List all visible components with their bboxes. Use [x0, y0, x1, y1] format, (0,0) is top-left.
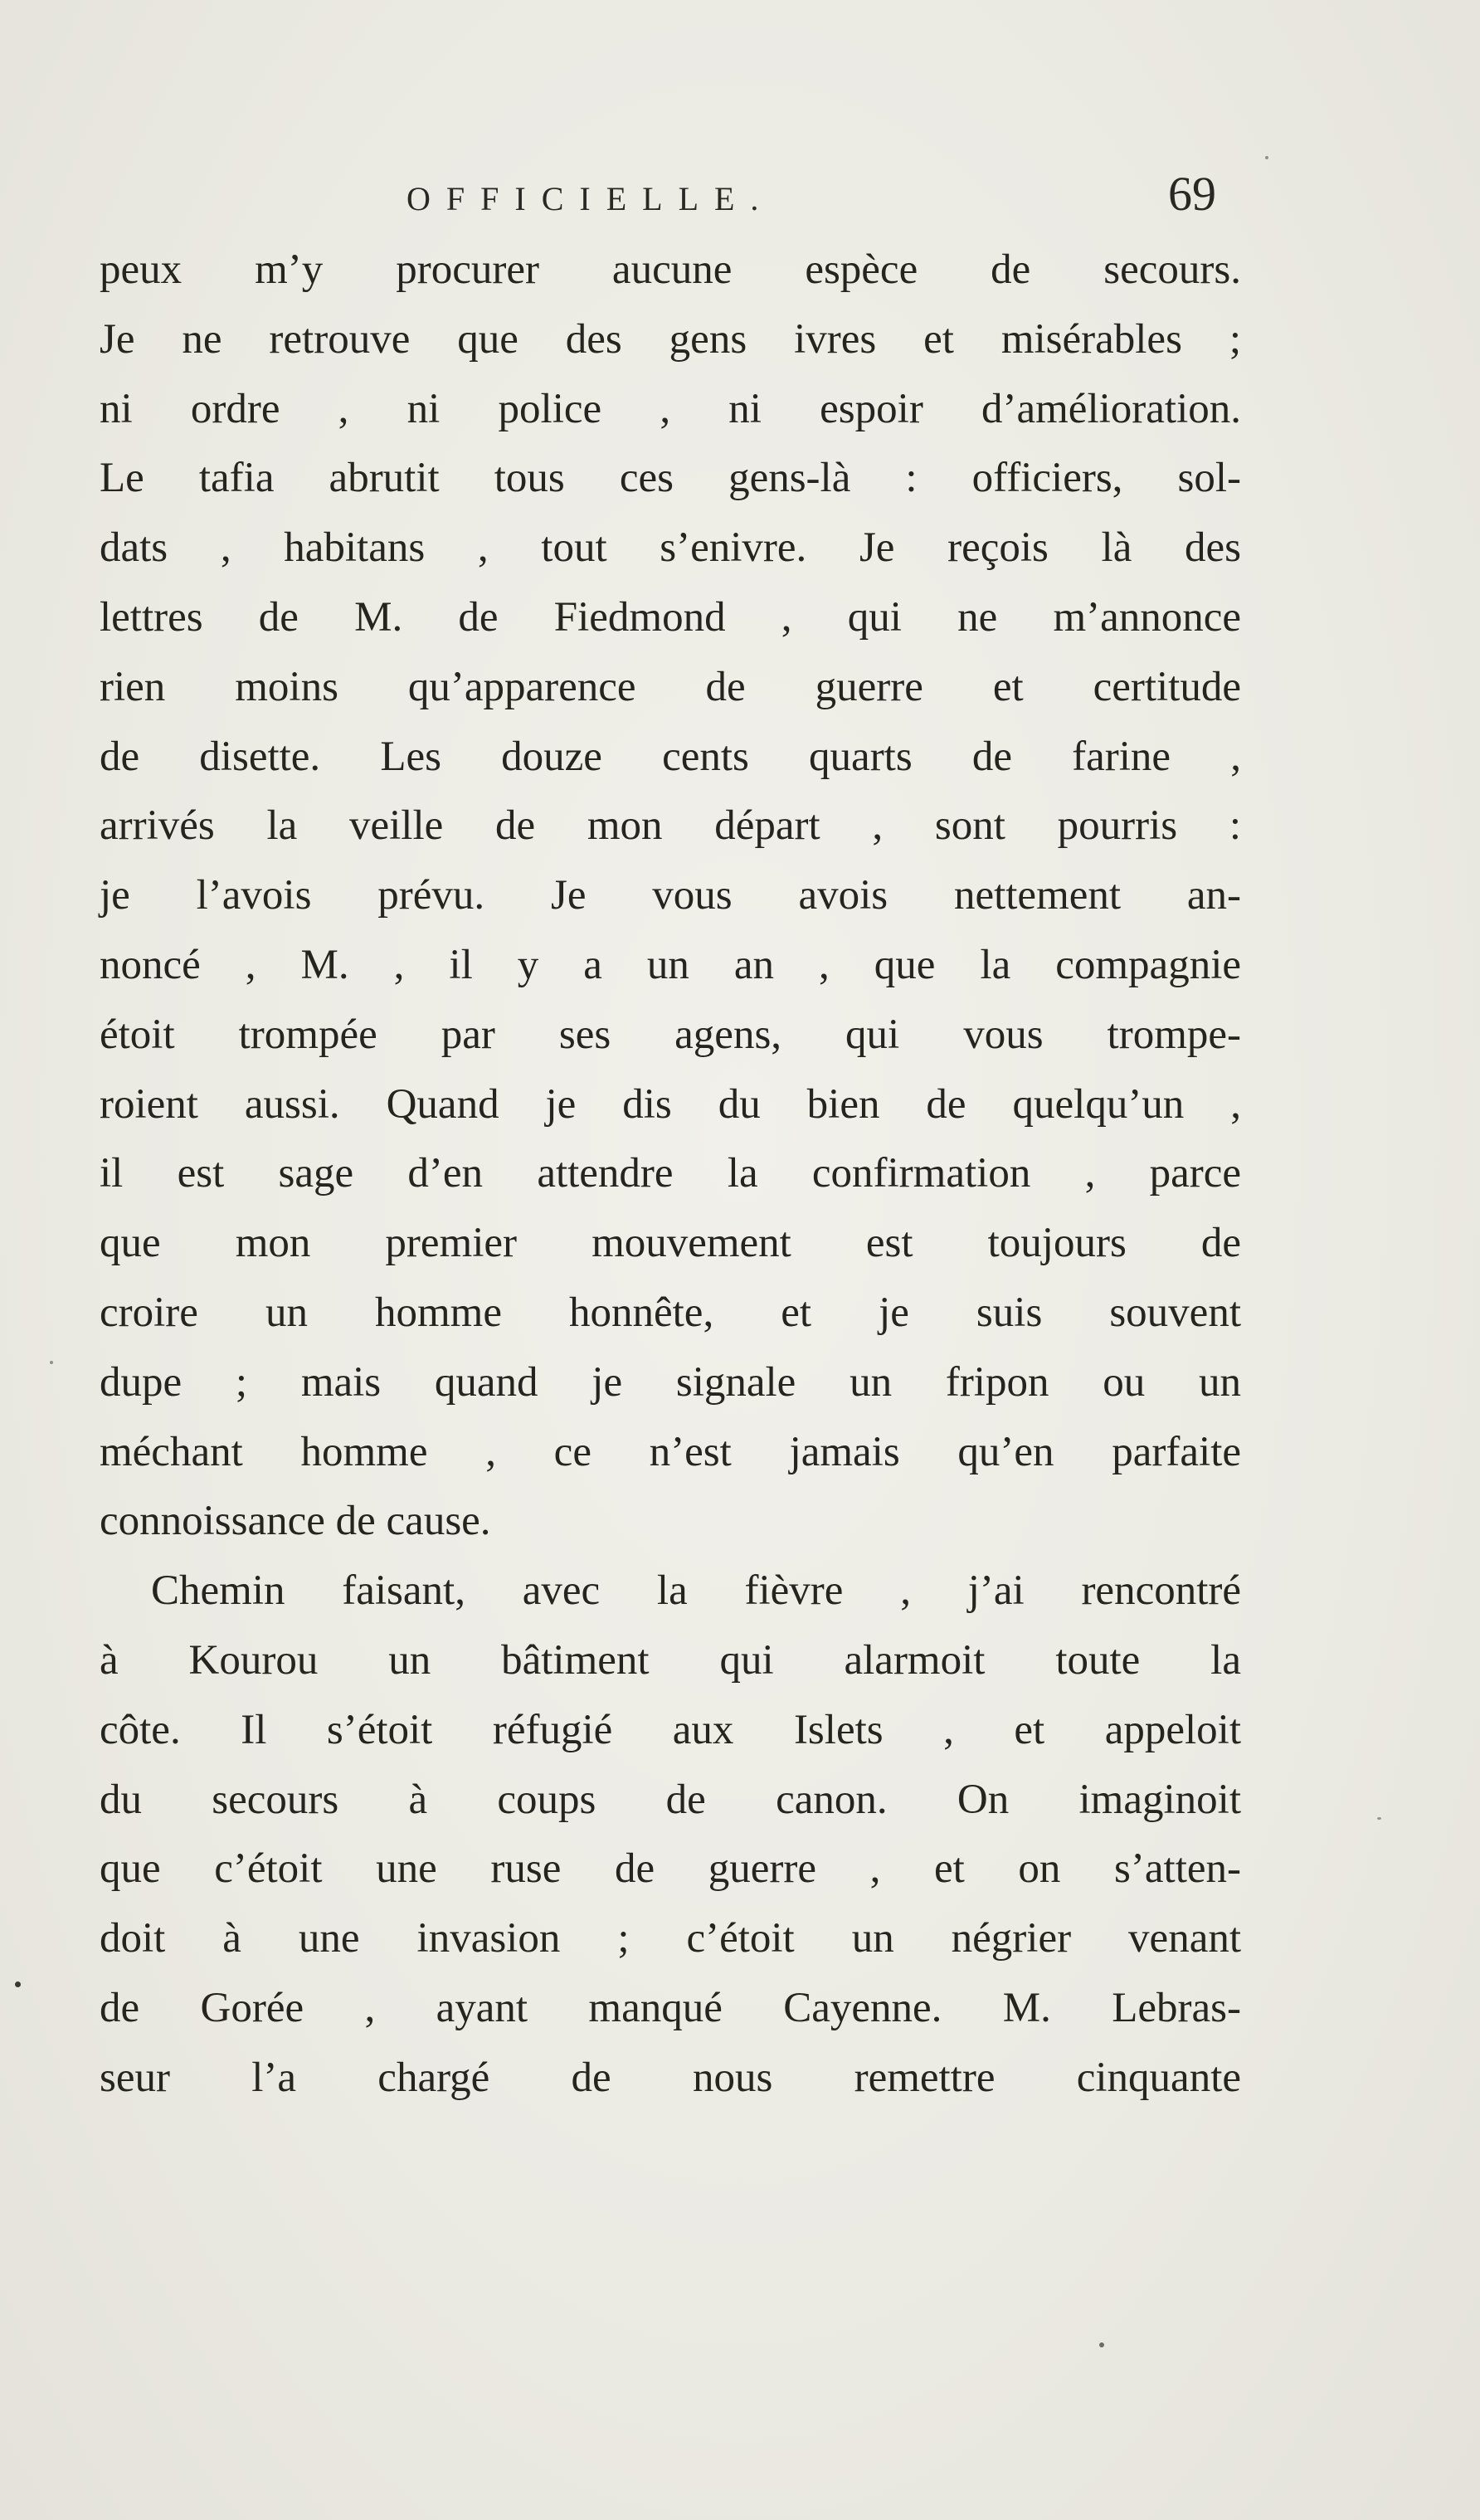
text-line: noncé , M. , il y a un an , que la compagnie: [100, 941, 1241, 988]
text-line: lettres de M. de Fiedmond , qui ne m’annonce: [100, 593, 1241, 641]
running-title: OFFICIELLE.: [407, 180, 775, 217]
paper-speck: [1377, 1817, 1381, 1820]
body-text: [100, 236, 1241, 2113]
text-line: que mon premier mouvement est toujours de: [100, 1220, 1241, 1267]
paper-speck: [1265, 156, 1268, 159]
page-number: 69: [1168, 167, 1216, 221]
text-line: dats , habitans , tout s’enivre. Je reçois là des: [100, 524, 1241, 572]
text-line: je l’avois prévu. Je vous avois nettement an-: [100, 872, 1241, 919]
text-line: du secours à coups de canon. On imaginoit: [100, 1776, 1241, 1823]
text-line: côte. Il s’étoit réfugié aux Islets , et appeloit: [100, 1706, 1241, 1753]
running-head: [407, 166, 1236, 224]
text-line: Je ne retrouve que des gens ivres et misérables ;: [100, 315, 1241, 363]
text-line: Chemin faisant, avec la fièvre , j’ai rencontré: [151, 1567, 1241, 1615]
paper-speck: [1099, 2342, 1104, 2347]
text-line: que c’étoit une ruse de guerre , et on s’atten-: [100, 1845, 1241, 1893]
text-line: croire un homme honnête, et je suis souvent: [100, 1289, 1241, 1336]
text-line: seur l’a chargé de nous remettre cinquante: [100, 2054, 1241, 2101]
text-line: à Kourou un bâtiment qui alarmoit toute la: [100, 1636, 1241, 1684]
paper-speck: [15, 1981, 21, 1987]
text-line: il est sage d’en attendre la confirmation , parce: [100, 1150, 1241, 1197]
text-line: de Gorée , ayant manqué Cayenne. M. Lebras-: [100, 1984, 1241, 2031]
text-line: doit à une invasion ; c’étoit un négrier venant: [100, 1915, 1241, 1962]
paper-speck: [50, 1361, 53, 1364]
text-line: rien moins qu’apparence de guerre et certitude: [100, 663, 1241, 710]
text-line: connoissance de cause.: [100, 1498, 491, 1545]
text-line: étoit trompée par ses agens, qui vous trompe-: [100, 1011, 1241, 1058]
text-line: arrivés la veille de mon départ , sont pourris :: [100, 802, 1241, 850]
text-line: méchant homme , ce n’est jamais qu’en parfaite: [100, 1428, 1241, 1475]
text-line: peux m’y procurer aucune espèce de secours.: [100, 246, 1241, 293]
text-line: dupe ; mais quand je signale un fripon ou un: [100, 1358, 1241, 1406]
text-line: roient aussi. Quand je dis du bien de quelqu’un ,: [100, 1080, 1241, 1128]
text-line: de disette. Les douze cents quarts de farine ,: [100, 733, 1241, 780]
text-line: Le tafia abrutit tous ces gens-là : officiers, sol-: [100, 455, 1241, 502]
text-line: ni ordre , ni police , ni espoir d’amélioration.: [100, 385, 1241, 432]
